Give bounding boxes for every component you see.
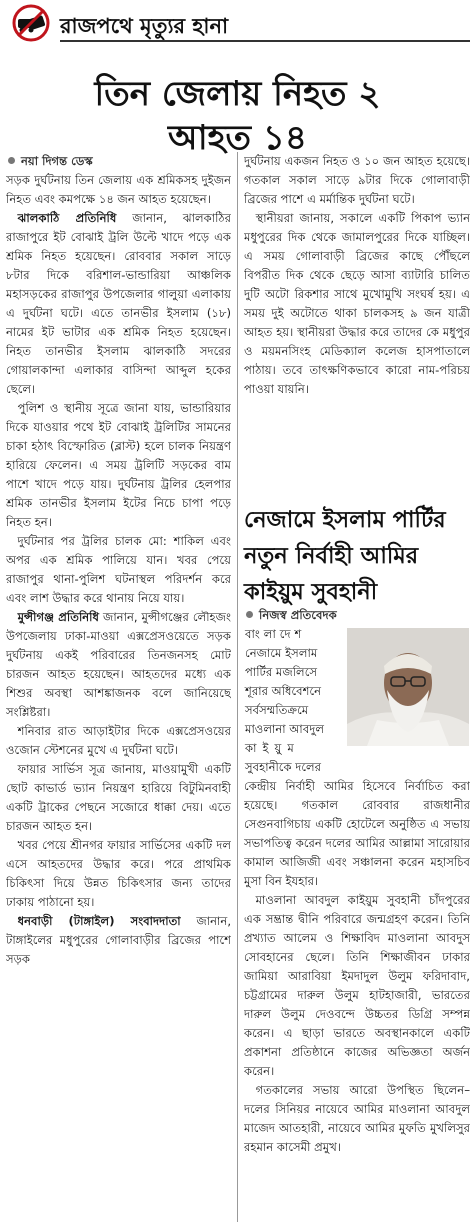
bullet-icon	[246, 611, 253, 618]
story2-headline-line-3: কাইয়ুম সুবহানী	[244, 579, 378, 605]
paragraph: ধনবাড়ী (টাঙ্গাইল) সংবাদদাতা জানান, টাঙ্গাইলের মধুপুরের গোলাবাড়ীর ব্রিজের পাশে সড়ক	[6, 914, 231, 966]
paragraph: ঝালকাঠি প্রতিনিধি জানান, ঝালকাঠির রাজাপুরে ইট বোঝাই ট্রলি উল্টে খাদে পড়ে এক শ্রমিক নিহত হয়েছেন। রোববার সকাল সাড়ে ৮টার দিকে বরিশাল-ভান্ডারিয়া আঞ্চলিক মহাসড়কের রাজাপুর উপজেলার গালুয়া এলাকায় এ দুর্ঘটনা ঘটে। এতে তানভীর ইসলাম (১৮) নামের ইট ভাটার এক শ্রমিক নিহত হয়েছেন। নিহত তানভীর ইসলাম ঝালকাঠি সদরের গোয়ালকান্দা এলাকার বাসিন্দা আব্দুল হকের ছেলে।	[6, 211, 231, 396]
intro-paragraph: সড়ক দুর্ঘটনায় তিন জেলায় এক শ্রমিকসহ দুইজন নিহত এবং কমপক্ষে ১৪ জন আহত হয়েছেন।	[6, 173, 231, 206]
story2-byline: নিজস্ব প্রতিবেদক	[244, 606, 470, 625]
portrait-photo	[347, 628, 469, 746]
paragraph: কেন্দ্রীয় নির্বাহী আমির হিসেবে নির্বাচিত করা হয়েছে। গতকাল রোববার রাজধানীর সেগুনবাগিচায় একটি হোটেলে অনুষ্ঠিত এ সভায় সভাপতিত্ব করেন দলের আমির আল্লামা সারোয়ার কামাল আজিজী এবং সঞ্চালনা করেন মহাসচিব মুসা বিন ইযহার।	[244, 779, 470, 888]
story2-headline-line-1: নেজামে ইসলাম পার্টির	[244, 507, 446, 533]
paragraph: ফায়ার সার্ভিস সূত্র জানায়, মাওয়ামুখী একটি ছোট কাভার্ড ভ্যান নিয়ন্ত্রণ হারিয়ে বিটুমিনবাহী একটি ট্রাকের পেছনে সজোরে ধাক্কা দেয়। এতে চারজন আহত হন।	[6, 762, 231, 833]
text-line: বাংলাদেশ	[245, 627, 306, 641]
bullet-icon	[8, 157, 15, 164]
paragraph: গতকালের সভায় আরো উপস্থিত ছিলেন– দলের সিনিয়র নায়েবে আমির মাওলানা আবদুল মাজেদ আতহারী, নায়েবে আমির মুফতি মুখলিসুর রহমান কাসেমী প্রমুখ।	[244, 1083, 470, 1154]
paragraph: মুন্সীগঞ্জ প্রতিনিধি জানান, মুন্সীগঞ্জের লৌহজং উপজেলায় ঢাকা-মাওয়া এক্সপ্রেসওয়েতে সড়ক দুর্ঘটনায় একই পরিবারের তিনজনসহ মোট চারজন আহত হয়েছেন। আহতদের মধ্যে এক শিশুর অবস্থা আশঙ্কাজনক বলে জানিয়েছে সংশ্লিষ্টরা।	[6, 610, 231, 719]
headline-line-1: তিন জেলায় নিহত ২	[94, 74, 381, 114]
text-line: শূরার অধিবেশনে	[245, 684, 322, 698]
paragraph: খবর পেয়ে শ্রীনগর ফায়ার সার্ভিসের একটি দল এসে আহতদের উদ্ধার করে। পরে প্রাথমিক চিকিৎসা দিয়ে উন্নত চিকিৎসার জন্য তাদের ঢাকায় পাঠানো হয়।	[6, 838, 231, 909]
story2-headline-line-2: নতুন নির্বাহী আমির	[244, 543, 419, 569]
dateline: ধনবাড়ী (টাঙ্গাইল) সংবাদদাতা	[17, 914, 181, 928]
section-title: রাজপথে মৃত্যুর হানা	[60, 14, 229, 38]
byline: নয়া দিগন্ত ডেস্ক	[6, 152, 231, 171]
text-line: নেজামে ইসলাম	[245, 646, 318, 660]
car-crash-icon	[12, 4, 50, 42]
paragraph: পুলিশ ও স্থানীয় সূত্রে জানা যায়, ভান্ডারিয়ার দিকে যাওয়ার পথে ইট বোঝাই ট্রলিটির সামনের চাকা হঠাৎ বিস্ফোরিত (ব্লাস্ট) হলে চালক নিয়ন্ত্রণ হারিয়ে ফেলেন। এ সময় ট্রলিটি সড়কের বাম পাশে খাদে পড়ে যায়। দুর্ঘটনায় ট্রলির হেলপার শ্রমিক তানভীর ইসলাম ইটের নিচে চাপা পড়ে নিহত হন।	[6, 401, 231, 529]
story2-wrap-column	[245, 625, 345, 777]
headline-line-2: আহত ১৪	[168, 118, 307, 158]
portrait-photo-image	[347, 628, 469, 746]
section-header	[4, 2, 470, 42]
paragraph: স্থানীয়রা জানায়, সকালে একটি পিকাপ ভ্যান মধুপুরের দিক থেকে জামালপুরের দিকে যাচ্ছিল। এ সময় গোলাবাড়ী ব্রিজের কাছে পৌঁছলে বিপরীত দিক থেকে ছেড়ে আসা ব্যাটারি চালিত দুটি অটো রিকশার সাথে মুখোমুখি সংঘর্ষ হয়। এ সময় দুই অটোতে থাকা চালকসহ ৯ জন যাত্রী আহত হয়। স্থানীয়রা উদ্ধার করে তাদের কে মধুপুর ও ময়মনসিংহ মেডিক্যাল কলেজ হাসপাতালে পাঠায়। তবে তাৎক্ষণিকভাবে কারো নাম-পরিচয় পাওয়া যায়নি।	[244, 211, 470, 396]
text-line: কাইয়ুম	[245, 741, 300, 755]
text-line: মাওলানা আবদুল	[245, 722, 325, 736]
paragraph: দুর্ঘটনায় একজন নিহত ও ১০ জন আহত হয়েছে। গতকাল সকাল সাড়ে ৯টার দিকে গোলাবাড়ী ব্রিজের পাশে এ মর্মান্তিক দুর্ঘটনা ঘটে।	[244, 154, 470, 206]
text-line: পার্টির মজলিসে	[245, 665, 318, 679]
column-divider	[237, 152, 238, 1222]
left-column	[6, 152, 231, 1226]
dateline: ঝালকাঠি প্রতিনিধি	[17, 211, 117, 225]
text-line: সর্বসম্মতিক্রমে	[245, 703, 309, 717]
paragraph: শনিবার রাত আড়াইটার দিকে এক্সপ্রেসওয়ের ওজোন স্টেশনের মুখে এ দুর্ঘটনা ঘটে।	[6, 724, 231, 757]
dateline: মুন্সীগঞ্জ প্রতিনিধি	[17, 610, 99, 624]
right-column-continuation	[244, 152, 470, 502]
paragraph: দুর্ঘটনার পর ট্রলির চালক মো: শাকিল এবং অপর এক শ্রমিক পালিয়ে যান। খবর পেয়ে রাজাপুর থানা-পুলিশ ঘটনাস্থল পরিদর্শন করে এবং লাশ উদ্ধার করে থানায় নিয়ে যায়।	[6, 534, 231, 605]
story2-body	[244, 777, 470, 1227]
section-rule	[60, 40, 470, 42]
text-line: সুবহানীকে দলের	[245, 760, 322, 774]
paragraph: মাওলানা আবদুল কাইয়ুম সুবহানী চাঁদপুরের এক সম্ভ্রান্ত দ্বীনি পরিবারে জন্মগ্রহণ করেন। তিনি প্রখ্যাত আলেম ও শিক্ষাবিদ মাওলানা আবদুস সোবহানের ছেলে। তিনি শিক্ষাজীবন ঢাকার জামিয়া আরাবিয়া ইমদাদুল উলুম ফরিদাবাদ, চট্টগ্রামের দারুল উলুম হাটহাজারী, ভারতের দারুল উলুম দেওবন্দে উচ্চতর ডিগ্রি সম্পন্ন করেন। এ ছাড়া ভারতে অবস্থানকালে একটি প্রকাশনা প্রতিষ্ঠানে কাজের অভিজ্ঞতা অর্জন করেন।	[244, 893, 470, 1078]
story2-byline-wrap	[244, 606, 470, 626]
